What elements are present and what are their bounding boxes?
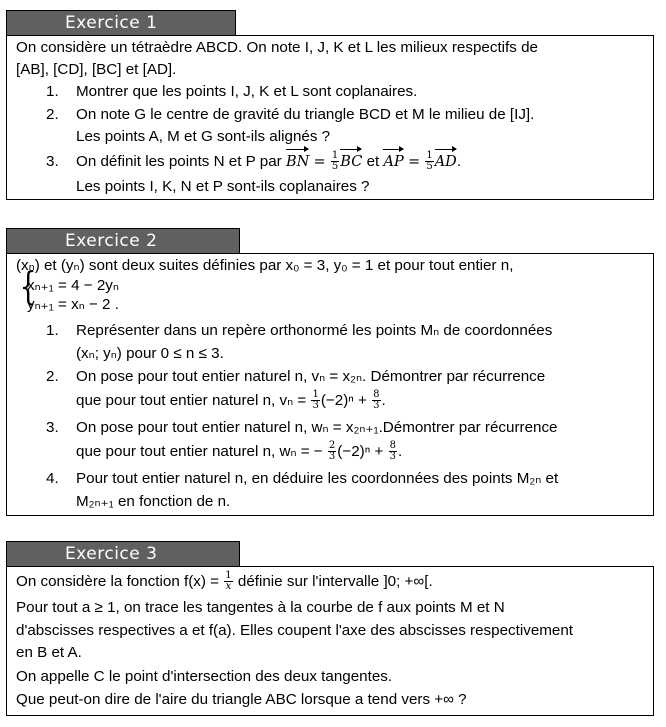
ex2-sys-1: xₙ₊₁ = 4 − 2yₙ (27, 277, 119, 294)
fraction-num: 1 (331, 150, 339, 162)
ex3-line-6: Que peut-on dire de l'aire du triangle ABC lorsque a tend vers +∞ ? (16, 691, 467, 708)
exercise-3-box (6, 566, 654, 716)
fraction-one-over-x (224, 571, 232, 592)
fraction-num-2: 1 (426, 150, 433, 162)
ex3-line-4: en B et A. (16, 644, 82, 661)
ex3-line-1b: définie sur l'intervalle ]0; +∞[. (237, 573, 433, 590)
ex1-intro: On considère un tétraèdre ABCD. On note I, J, K et L les milieux respectifs de (16, 39, 538, 56)
fraction-ox-den: x (225, 581, 232, 593)
ex2-sys-2: yₙ₊₁ = xₙ − 2 . (27, 296, 119, 313)
ex2-item-3-pre: que pour tout entier naturel n, wₙ = − (76, 443, 323, 460)
ex1-item-3-num: 3. (46, 153, 59, 170)
vector-ap: AP (383, 151, 403, 173)
fraction-c-num: 2 (328, 440, 336, 452)
ex2-item-1-text-2: (xₙ; yₙ) pour 0 ≤ n ≤ 3. (76, 345, 224, 362)
brace-icon: { (19, 264, 37, 308)
vector-ad: AD (435, 151, 457, 173)
ex2-item-2-formula: que pour tout entier naturel n, vₙ = $\frac{1}{3}$ (−2)ⁿ + $\frac{8}{3}$ . (76, 389, 386, 412)
fraction-a (311, 390, 319, 411)
fraction-den: 5 (331, 161, 339, 173)
fraction-a-den: 3 (312, 400, 319, 412)
fraction-d (389, 441, 397, 462)
fraction-d-den: 3 (389, 451, 396, 463)
fraction-one-fifth (331, 151, 339, 172)
vector-bn: BN (286, 151, 309, 173)
ex1-item-1-text: Montrer que les points I, J, K et L sont coplanaires. (76, 83, 418, 100)
fraction-b-num: 8 (373, 389, 380, 401)
ex2-item-4-text: Pour tout entier naturel n, en déduire les coordonnées des points M₂ₙ et (76, 470, 559, 487)
ex2-item-2-text: On pose pour tout entier naturel n, vₙ = x₂ₙ. Démontrer par récurrence (76, 368, 546, 385)
exercise-2-title: Exercice 2 (6, 228, 240, 253)
ex1-item-3-text-2: Les points I, K, N et P sont-ils coplanaires ? (76, 178, 370, 195)
ex2-item-3-formula: que pour tout entier naturel n, wₙ = − $\frac{2}{3}$ (−2)ⁿ + $\frac{8}{3}$ . (76, 440, 403, 463)
ex2-system (19, 264, 119, 314)
ex2-item-4-num: 4. (46, 470, 59, 487)
fraction-b (372, 390, 380, 411)
ex1-item-3-formula: On définit les points N et P par BN = $\frac{1}{5}$ BC et AP = $\frac{1}{5}$ AD. (76, 150, 462, 173)
ex3-line-1 (16, 571, 433, 593)
fraction-a-num: 1 (312, 389, 319, 401)
ex2-item-3-text: On pose pour tout entier naturel n, wₙ = x₂ₙ₊₁.Démontrer par récurrence (76, 419, 558, 436)
ex2-intro: (xₙ) et (yₙ) sont deux suites définies par x₀ = 3, y₀ = 1 et pour tout entier n, (16, 257, 514, 274)
ex1-item-2-text: On note G le centre de gravité du triangle BCD et M le milieu de [IJ]. (76, 106, 535, 123)
ex1-item-2-num: 2. (46, 106, 59, 123)
ex2-item-2-mid: (−2)ⁿ + (320, 392, 367, 409)
fraction-b-den: 3 (373, 400, 380, 412)
fraction-c-den: 3 (328, 451, 336, 463)
ex2-item-3-num: 3. (46, 419, 59, 436)
fraction-c (328, 441, 336, 462)
fraction-den-2: 5 (426, 161, 433, 173)
ex1-item-3-pre: On définit les points N et P par (76, 153, 282, 170)
exercise-2-box (6, 253, 654, 516)
equals-sign-2: = (407, 154, 421, 170)
ex1-item-1-num: 1. (46, 83, 59, 100)
exercise-1-title: Exercice 1 (6, 10, 236, 35)
fraction-one-fifth-2 (425, 151, 433, 172)
vector-bc: BC (340, 151, 362, 173)
ex3-line-2: Pour tout a ≥ 1, on trace les tangentes à la courbe de f aux points M et N (16, 599, 505, 616)
ex2-item-1-num: 1. (46, 322, 59, 339)
ex3-line-3: d'abscisses respectives a et f(a). Elles coupent l'axe des abscisses respectivement (16, 622, 574, 639)
ex2-item-3-mid: (−2)ⁿ + (337, 443, 384, 460)
fraction-d-num: 8 (389, 440, 396, 452)
ex1-intro-2: [AB], [CD], [BC] et [AD]. (16, 61, 177, 78)
ex3-line-5: On appelle C le point d'intersection des deux tangentes. (16, 668, 393, 685)
ex2-item-1-text: Représenter dans un repère orthonormé les points Mₙ de coordonnées (76, 322, 553, 339)
ex2-item-2-pre: que pour tout entier naturel n, vₙ = (76, 392, 307, 409)
exercise-1-box (6, 35, 654, 200)
ex2-sys-2-text: yₙ₊₁ = xₙ − 2 (27, 296, 111, 313)
ex2-item-2-num: 2. (46, 368, 59, 385)
exercise-3-title: Exercice 3 (6, 541, 240, 566)
ex1-item-2-text-2: Les points A, M et G sont-ils alignés ? (76, 128, 331, 145)
ex2-item-4-text-2: M₂ₙ₊₁ en fonction de n. (76, 493, 231, 510)
ex1-item-3-and: et (366, 153, 380, 170)
fraction-ox-num: 1 (225, 570, 232, 582)
equals-sign: = (313, 154, 326, 170)
ex3-line-1a: On considère la fonction f(x) = (16, 573, 220, 590)
